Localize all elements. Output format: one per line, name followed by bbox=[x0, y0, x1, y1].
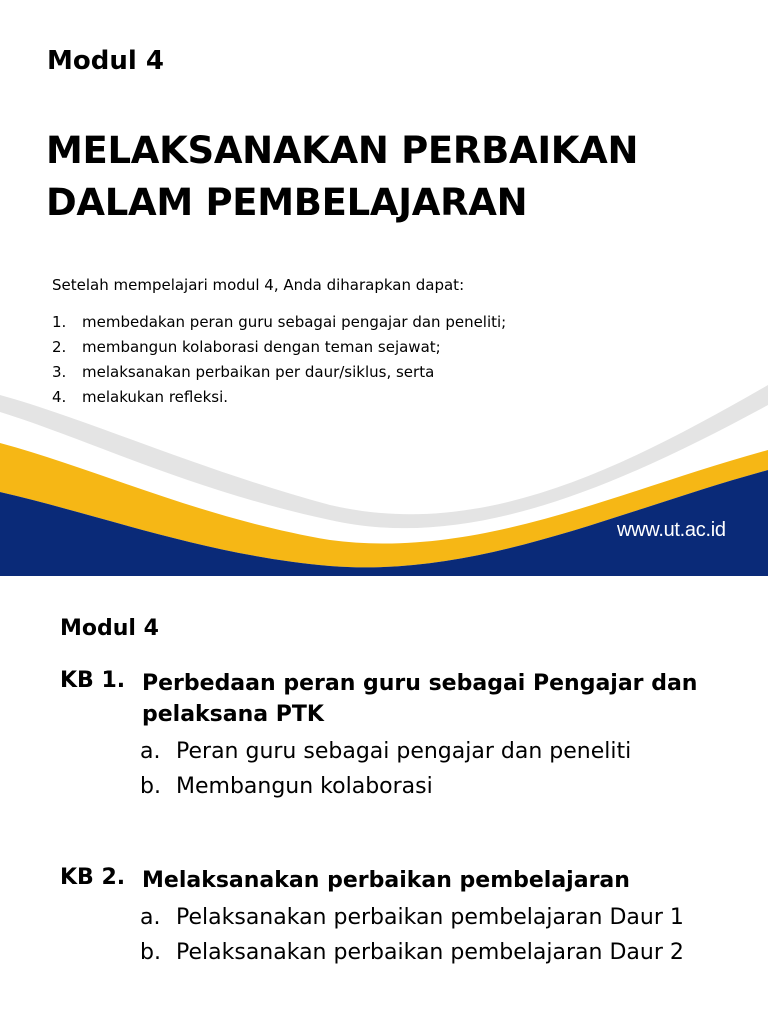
list-item bbox=[52, 335, 506, 360]
kb-number: KB 1. bbox=[60, 668, 126, 693]
item-text: Membangun kolaborasi bbox=[176, 774, 433, 799]
objectives-list bbox=[52, 310, 506, 410]
item-letter: a. bbox=[140, 739, 161, 764]
module-label: Modul 4 bbox=[47, 46, 164, 76]
kb-subitems bbox=[140, 900, 732, 970]
item-number: 4. bbox=[52, 388, 67, 406]
item-text: Peran guru sebagai pengajar dan peneliti bbox=[176, 739, 632, 764]
learning-activity-2 bbox=[60, 865, 732, 970]
item-number: 3. bbox=[52, 363, 67, 381]
module-label: Modul 4 bbox=[60, 616, 159, 641]
item-letter: a. bbox=[140, 905, 161, 930]
item-text: melaksanakan perbaikan per daur/siklus, serta bbox=[82, 363, 435, 381]
item-letter: b. bbox=[140, 774, 161, 799]
title-line-1: MELAKSANAKAN PERBAIKAN bbox=[46, 129, 639, 172]
kb-heading bbox=[60, 865, 732, 896]
intro-text: Setelah mempelajari modul 4, Anda diharapkan dapat: bbox=[52, 276, 465, 294]
kb-title: Melaksanakan perbaikan pembelajaran bbox=[142, 868, 630, 893]
item-text: Pelaksanakan perbaikan pembelajaran Daur 2 bbox=[176, 940, 684, 965]
kb-number: KB 2. bbox=[60, 865, 126, 890]
item-number: 2. bbox=[52, 338, 67, 356]
page-title bbox=[46, 125, 638, 229]
item-number: 1. bbox=[52, 313, 67, 331]
list-item bbox=[140, 734, 732, 769]
list-item bbox=[140, 900, 732, 935]
list-item bbox=[52, 360, 506, 385]
list-item bbox=[52, 385, 506, 410]
title-line-2: DALAM PEMBELAJARAN bbox=[46, 181, 528, 224]
slide-module-contents bbox=[0, 576, 768, 1024]
kb-heading bbox=[60, 668, 732, 730]
item-text: melakukan refleksi. bbox=[82, 388, 229, 406]
list-item bbox=[140, 935, 732, 970]
website-url: www.ut.ac.id bbox=[617, 519, 726, 541]
learning-activity-1 bbox=[60, 668, 732, 804]
item-text: membedakan peran guru sebagai pengajar dan peneliti; bbox=[82, 313, 507, 331]
item-text: Pelaksanakan perbaikan pembelajaran Daur 1 bbox=[176, 905, 684, 930]
kb-title: Perbedaan peran guru sebagai Pengajar dan pelaksana PTK bbox=[142, 671, 698, 727]
item-text: membangun kolaborasi dengan teman sejawat; bbox=[82, 338, 441, 356]
kb-subitems bbox=[140, 734, 732, 804]
list-item bbox=[52, 310, 506, 335]
list-item bbox=[140, 769, 732, 804]
item-letter: b. bbox=[140, 940, 161, 965]
